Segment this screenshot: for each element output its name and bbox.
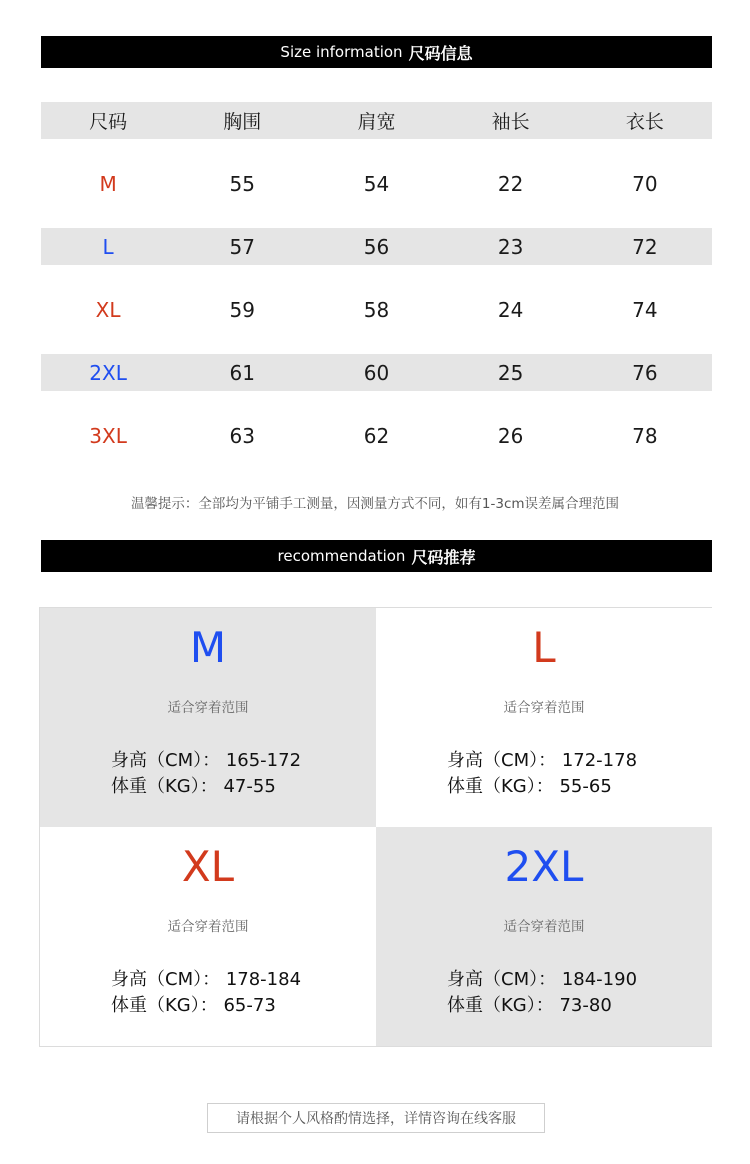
length-value: 70: [632, 171, 658, 196]
rec-size-label: M: [189, 623, 227, 672]
table-row: [41, 354, 712, 391]
header-chest: 胸围: [223, 111, 262, 133]
footer-note: 请根据个人风格酌情选择，详情咨询在线客服: [207, 1103, 545, 1133]
rec-weight: 体重（KG）： 55-65: [447, 776, 612, 797]
size-label: 2XL: [89, 360, 127, 385]
rec-subtitle: 适合穿着范围: [503, 700, 585, 716]
recommendation-grid: [39, 607, 712, 1047]
size-info-title-zh: 尺码信息: [408, 43, 473, 63]
sleeve-value: 24: [497, 297, 524, 322]
rec-height: 身高（CM）： 184-190: [447, 969, 638, 990]
header-size: 尺码: [89, 111, 128, 133]
shoulder-value: 56: [363, 234, 390, 259]
chest-value: 59: [229, 297, 255, 322]
table-row: [41, 417, 712, 454]
recommendation-banner: [41, 540, 712, 572]
size-table: [41, 102, 712, 454]
size-label: L: [102, 234, 114, 259]
header-shoulder: 肩宽: [357, 111, 396, 133]
rec-subtitle: 适合穿着范围: [503, 919, 585, 935]
table-row: [41, 228, 712, 265]
rec-subtitle: 适合穿着范围: [167, 700, 249, 716]
chest-value: 55: [229, 171, 255, 196]
length-value: 74: [632, 297, 658, 322]
header-sleeve: 袖长: [491, 111, 530, 133]
rec-height: 身高（CM）： 165-172: [111, 750, 302, 771]
sleeve-value: 23: [497, 234, 524, 259]
rec-height: 身高（CM）： 172-178: [447, 750, 638, 771]
size-label: XL: [95, 297, 121, 322]
rec-size-label: 2XL: [504, 842, 584, 891]
measurement-note: 温馨提示：全部均为平铺手工测量，因测量方式不同，如有1-3cm误差属合理范围: [130, 496, 620, 512]
rec-weight: 体重（KG）： 65-73: [111, 995, 276, 1016]
shoulder-value: 60: [363, 360, 390, 385]
recommendation-card-xl: [40, 827, 376, 1046]
sleeve-value: 22: [497, 171, 524, 196]
sleeve-value: 25: [497, 360, 524, 385]
shoulder-value: 62: [363, 423, 390, 448]
rec-weight: 体重（KG）： 73-80: [447, 995, 612, 1016]
recommendation-card-2xl: [376, 827, 712, 1046]
size-label: 3XL: [89, 423, 127, 448]
table-row: [41, 165, 712, 202]
shoulder-value: 54: [363, 171, 390, 196]
recommendation-title-zh: 尺码推荐: [411, 547, 476, 567]
size-info-title-en: Size information: [280, 43, 403, 61]
length-value: 78: [632, 423, 658, 448]
header-length: 衣长: [625, 111, 664, 133]
rec-subtitle: 适合穿着范围: [167, 919, 249, 935]
length-value: 72: [632, 234, 658, 259]
table-row: [41, 291, 712, 328]
rec-height: 身高（CM）： 178-184: [111, 969, 302, 990]
size-label: M: [99, 171, 117, 196]
chest-value: 57: [229, 234, 255, 259]
length-value: 76: [632, 360, 658, 385]
shoulder-value: 58: [363, 297, 390, 322]
chest-value: 61: [229, 360, 255, 385]
recommendation-card-m: [40, 608, 376, 827]
rec-size-label: XL: [181, 842, 235, 891]
recommendation-title-en: recommendation: [277, 547, 406, 565]
chest-value: 63: [229, 423, 255, 448]
rec-weight: 体重（KG）： 47-55: [111, 776, 276, 797]
recommendation-card-l: [376, 608, 712, 827]
sleeve-value: 26: [497, 423, 524, 448]
table-header-row: [41, 102, 712, 139]
size-info-banner: [41, 36, 712, 68]
rec-size-label: L: [532, 623, 556, 672]
